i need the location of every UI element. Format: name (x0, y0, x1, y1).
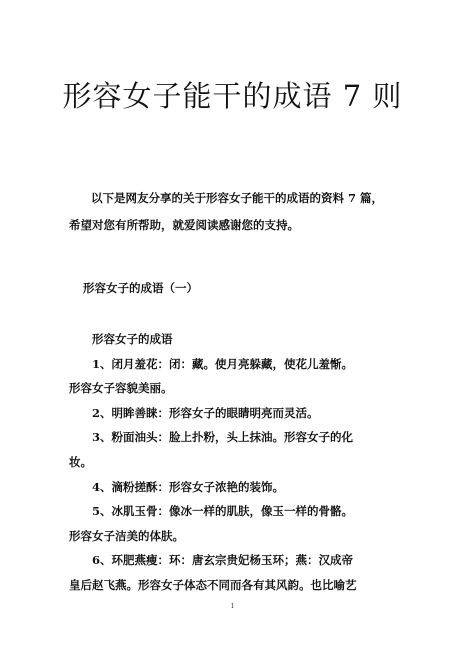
intro-paragraph (69, 185, 399, 239)
body-line: 6、环肥燕瘦：环：唐玄宗贵妃杨玉环；燕：汉成帝 (92, 553, 353, 568)
page-number: 1 (230, 603, 235, 610)
body-line: 形容女子洁美的体肤。 (69, 528, 184, 543)
document-title: 形容女子能干的成语 7 则 (62, 79, 403, 113)
body-line: 3、粉面油头：脸上扑粉，头上抹油。形容女子的化 (92, 430, 353, 445)
body-line: 皇后赵飞燕。形容女子体态不同而各有其风韵。也比喻艺 (69, 577, 357, 592)
body-line: 形容女子容貌美丽。 (69, 381, 173, 396)
body-line: 5、冰肌玉骨：像冰一样的肌肤，像玉一样的骨骼。 (92, 504, 353, 519)
body-line: 2、明眸善睐：形容女子的眼睛明亮而灵活。 (92, 405, 319, 420)
intro-line-2: 希望对您有所帮助，就爱阅读感谢您的支持。 (69, 218, 299, 232)
body-text (69, 327, 399, 598)
body-line: 1、闭月羞花：闭：藏。使月亮躲藏，使花儿羞惭。 (92, 356, 353, 371)
body-line: 妆。 (69, 454, 92, 469)
body-line: 形容女子的成语 (92, 332, 173, 346)
section-heading: 形容女子的成语（一） (83, 281, 198, 295)
intro-line-1: 以下是网友分享的关于形容女子能干的成语的资料 7 篇， (91, 191, 384, 205)
body-line: 4、滴粉搓酥：形容女子浓艳的装饰。 (92, 479, 284, 494)
